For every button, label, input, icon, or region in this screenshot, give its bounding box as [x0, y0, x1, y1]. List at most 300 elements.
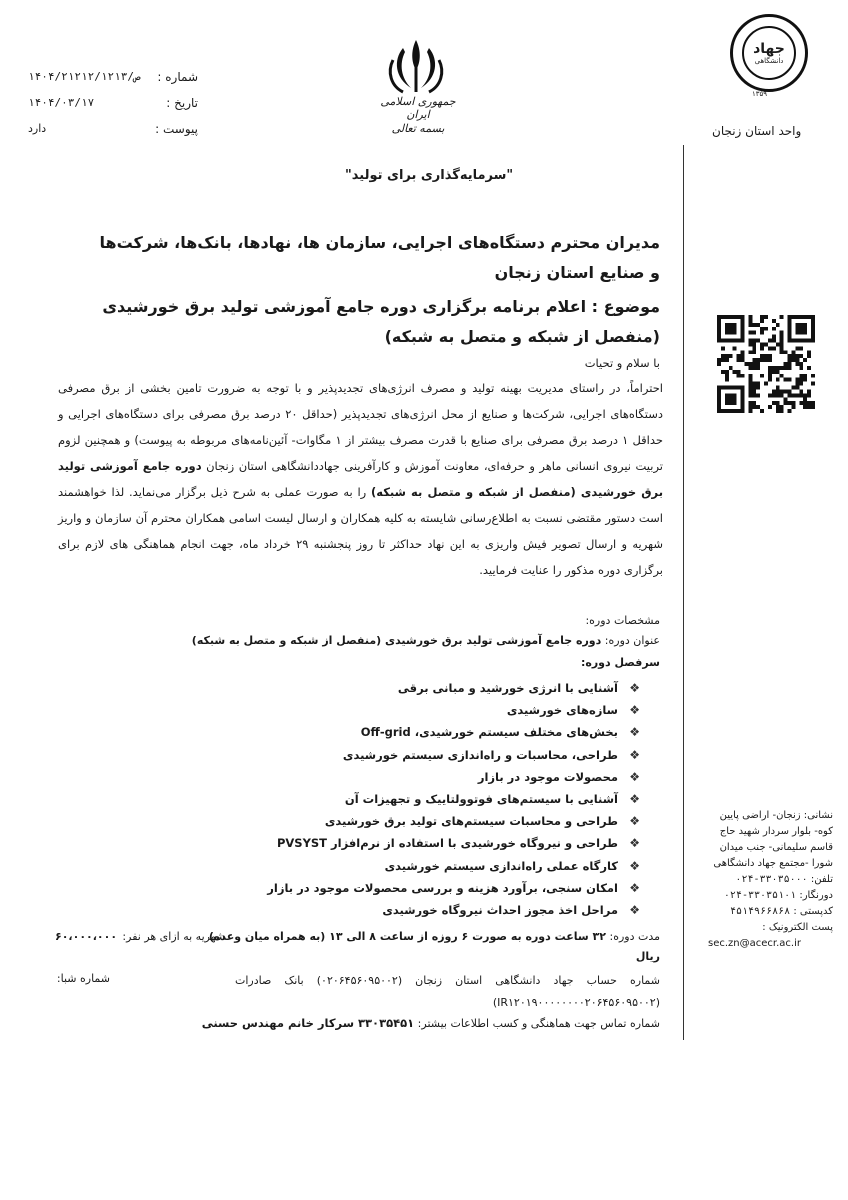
qr-module — [795, 315, 799, 319]
qr-module — [772, 346, 776, 350]
qr-module — [803, 401, 807, 405]
qr-module — [717, 323, 721, 327]
qr-module — [776, 370, 780, 374]
bullet-icon: ❖ — [629, 769, 640, 784]
qr-module — [768, 393, 772, 397]
letter-number: ۱۴۰۴/۲۱۲۱۲/ص/۱۲۱۳ — [28, 70, 141, 83]
qr-module — [752, 401, 756, 405]
qr-module — [752, 339, 756, 343]
qr-module — [748, 350, 752, 354]
qr-module — [717, 339, 721, 343]
qr-module — [803, 405, 807, 409]
qr-module — [803, 378, 807, 382]
qr-module — [752, 366, 756, 370]
address-text: زنجان- اراضی پایین کوه- بلوار سردار شهید حاج قاسم سلیمانی- جنب میدان شورا -مجتمع جهاد دانشگاهی — [713, 810, 833, 869]
org-logo-year: ۱۳۵۹ — [752, 90, 768, 98]
syllabus-item — [260, 744, 640, 766]
qr-module — [752, 393, 756, 397]
qr-module — [717, 358, 721, 362]
qr-module — [772, 339, 776, 343]
qr-module — [772, 370, 776, 374]
qr-module — [772, 319, 776, 323]
qr-module — [784, 401, 788, 405]
qr-module — [721, 370, 725, 374]
qr-module — [803, 358, 807, 362]
qr-module — [733, 323, 737, 327]
qr-module — [803, 339, 807, 343]
qr-module — [807, 339, 811, 343]
bullet-icon: ❖ — [629, 902, 640, 917]
qr-module — [799, 331, 803, 335]
email-link[interactable]: sec.zn@acecr.ac.ir — [708, 938, 801, 949]
qr-module — [729, 409, 733, 413]
qr-module — [733, 386, 737, 390]
qr-module — [729, 386, 733, 390]
qr-module — [748, 366, 752, 370]
qr-module — [717, 327, 721, 331]
qr-module — [717, 386, 721, 390]
syllabus-item-text: طراحی و نیروگاه خورشیدی با استفاده از نرم‌افزار PVSYST — [276, 836, 618, 851]
qr-module — [737, 354, 741, 358]
qr-module — [733, 346, 737, 350]
qr-module — [741, 331, 745, 335]
qr-module — [791, 315, 795, 319]
body-bold-course: دوره جامع آموزشی تولید برق خورشیدی (منفصل از شبکه و متصل به شبکه) — [58, 459, 664, 499]
qr-module — [748, 393, 752, 397]
qr-module — [772, 393, 776, 397]
qr-module — [811, 335, 815, 339]
postal-label: کدپستی : — [793, 906, 833, 917]
phone-label: تلفن: — [810, 874, 833, 885]
qr-module — [760, 358, 764, 362]
qr-module — [776, 401, 780, 405]
qr-module — [780, 339, 784, 343]
qr-module — [717, 389, 721, 393]
qr-module — [811, 401, 815, 405]
letter-date: ۱۴۰۴/۰۳/۱۷ — [28, 96, 95, 109]
qr-module — [733, 327, 737, 331]
qr-module — [776, 386, 780, 390]
qr-module — [784, 362, 788, 366]
qr-module — [764, 342, 768, 346]
qr-module — [756, 386, 760, 390]
qr-module — [744, 362, 748, 366]
qr-module — [717, 331, 721, 335]
qr-module — [733, 393, 737, 397]
qr-module — [788, 389, 792, 393]
syllabus-item-text: مراحل اخذ مجوز احداث نیروگاه خورشیدی — [382, 902, 618, 917]
fee-label: شهریه به ازای هر نفر: — [122, 930, 225, 943]
qr-module — [764, 315, 768, 319]
qr-module — [776, 405, 780, 409]
subject: موضوع : اعلام برنامه برگزاری دوره جامع آموزشی تولید برق خورشیدی (منفصل از شبکه و متصل به شبکه) — [102, 297, 660, 346]
qr-module — [741, 386, 745, 390]
qr-module — [807, 401, 811, 405]
qr-module — [756, 358, 760, 362]
qr-module — [799, 374, 803, 378]
qr-module — [791, 350, 795, 354]
contact-value: ۳۳۰۳۵۴۵۱ سرکار خانم مهندس حسنی — [201, 1016, 415, 1030]
syllabus-item — [260, 699, 640, 721]
org-logo-sub: دانشگاهی — [754, 57, 784, 65]
qr-module — [748, 382, 752, 386]
qr-module — [741, 401, 745, 405]
qr-module — [811, 315, 815, 319]
syllabus-item-text: محصولات موجود در بازار — [477, 769, 618, 784]
qr-module — [776, 389, 780, 393]
qr-module — [803, 327, 807, 331]
qr-module — [768, 354, 772, 358]
qr-module — [721, 339, 725, 343]
qr-module — [795, 362, 799, 366]
qr-module — [717, 409, 721, 413]
qr-module — [795, 378, 799, 382]
qr-module — [733, 401, 737, 405]
qr-module — [772, 327, 776, 331]
qr-module — [811, 382, 815, 386]
qr-module — [799, 382, 803, 386]
qr-module — [748, 374, 752, 378]
qr-module — [752, 342, 756, 346]
qr-module — [799, 354, 803, 358]
qr-module — [764, 382, 768, 386]
qr-module — [788, 393, 792, 397]
qr-module — [748, 405, 752, 409]
qr-module — [733, 397, 737, 401]
qr-module — [721, 358, 725, 362]
qr-module — [729, 315, 733, 319]
qr-module — [784, 350, 788, 354]
qr-module — [737, 358, 741, 362]
bullet-icon: ❖ — [629, 791, 640, 806]
qr-module — [752, 331, 756, 335]
qr-module — [756, 382, 760, 386]
qr-module — [788, 362, 792, 366]
qr-module — [799, 389, 803, 393]
vertical-divider — [683, 145, 684, 1040]
qr-module — [795, 327, 799, 331]
qr-module — [811, 323, 815, 327]
qr-module — [780, 393, 784, 397]
qr-module — [807, 366, 811, 370]
qr-module — [811, 331, 815, 335]
letter-number-row — [28, 70, 198, 84]
qr-module — [764, 354, 768, 358]
qr-module — [721, 346, 725, 350]
course-name-label: عنوان دوره: — [604, 634, 660, 647]
qr-module — [795, 331, 799, 335]
qr-module — [717, 393, 721, 397]
qr-module — [788, 335, 792, 339]
qr-module — [795, 339, 799, 343]
qr-module — [768, 358, 772, 362]
fee-row — [55, 930, 225, 943]
bullet-icon: ❖ — [629, 880, 640, 895]
qr-module — [788, 409, 792, 413]
duration-row — [208, 930, 660, 943]
letter-number-label: شماره : — [157, 70, 198, 84]
syllabus-item — [260, 855, 640, 877]
qr-module — [795, 386, 799, 390]
qr-module — [788, 331, 792, 335]
qr-module — [780, 374, 784, 378]
qr-module — [717, 335, 721, 339]
qr-code[interactable] — [717, 315, 815, 413]
emblem-caption: جمهوری اسلامی ایران — [380, 95, 456, 121]
qr-module — [760, 374, 764, 378]
qr-module — [784, 397, 788, 401]
body-part-1: احتراماً، در راستای مدیریت بهینه تولید و مصرف انرژی‌های تجدیدپذیر و با توجه به ضرورت تامین بخشی از برق مصرفی دستگاه‌های اجرایی، شرکت‌ها و صنایع از محل انرژی‌های تجدیدپذیر (حداقل ۲۰ درصد برق مصرفی برای دستگاه‌های اجرایی و حداقل ۱ درصد برق مصرفی برای صنایع با قدرت مصرف بیشتر از ۱ مگاوات- آئین‌نامه‌های مربوطه به پیوست) و همچنین لزوم تربیت نیروی انسانی ماهر و حرفه‌ای، معاونت آموزش و کارآفرینی جهاددانشگاهی استان زنجان — [58, 381, 664, 473]
qr-module — [776, 342, 780, 346]
qr-module — [748, 362, 752, 366]
qr-module — [791, 401, 795, 405]
qr-module — [788, 327, 792, 331]
qr-module — [776, 409, 780, 413]
qr-module — [788, 323, 792, 327]
qr-module — [791, 354, 795, 358]
qr-module — [725, 315, 729, 319]
qr-module — [780, 350, 784, 354]
qr-module — [748, 401, 752, 405]
qr-module — [760, 342, 764, 346]
qr-module — [725, 386, 729, 390]
qr-module — [795, 346, 799, 350]
qr-module — [748, 323, 752, 327]
qr-module — [729, 331, 733, 335]
qr-module — [741, 409, 745, 413]
qr-module — [799, 327, 803, 331]
qr-module — [756, 393, 760, 397]
qr-module — [756, 339, 760, 343]
qr-module — [748, 331, 752, 335]
qr-module — [756, 323, 760, 327]
phone-number: ۰۲۴-۳۳۰۳۵۰۰۰ — [735, 874, 808, 885]
qr-module — [780, 335, 784, 339]
qr-module — [741, 354, 745, 358]
qr-module — [741, 315, 745, 319]
qr-module — [737, 370, 741, 374]
qr-module — [733, 339, 737, 343]
qr-module — [729, 393, 733, 397]
syllabus-item — [260, 788, 640, 810]
qr-module — [725, 354, 729, 358]
qr-module — [799, 323, 803, 327]
qr-module — [784, 389, 788, 393]
qr-module — [748, 378, 752, 382]
qr-module — [788, 401, 792, 405]
syllabus-item-text: امکان سنجی، برآورد هزینه و بررسی محصولات موجود در بازار — [267, 880, 618, 895]
greeting: با سلام و تحیات — [584, 356, 660, 370]
qr-module — [721, 315, 725, 319]
qr-module — [725, 409, 729, 413]
syllabus-title: سرفصل دوره: — [580, 656, 660, 669]
syllabus-item-text: سازه‌های خورشیدی — [506, 703, 618, 718]
qr-module — [760, 319, 764, 323]
date-label: تاریخ : — [166, 96, 198, 110]
qr-module — [741, 393, 745, 397]
qr-module — [760, 331, 764, 335]
attachment-value: دارد — [28, 122, 47, 135]
qr-module — [803, 374, 807, 378]
qr-module — [725, 323, 729, 327]
qr-module — [729, 366, 733, 370]
qr-module — [784, 378, 788, 382]
qr-module — [721, 409, 725, 413]
bullet-icon: ❖ — [629, 681, 640, 695]
qr-module — [791, 393, 795, 397]
qr-module — [772, 401, 776, 405]
qr-module — [752, 386, 756, 390]
qr-module — [717, 397, 721, 401]
qr-module — [764, 327, 768, 331]
qr-module — [737, 409, 741, 413]
syllabus-item — [260, 877, 640, 899]
qr-module — [799, 393, 803, 397]
qr-module — [791, 405, 795, 409]
qr-module — [741, 319, 745, 323]
qr-module — [803, 393, 807, 397]
bismillah: بسمه تعالی — [391, 122, 445, 135]
qr-module — [725, 327, 729, 331]
qr-module — [799, 339, 803, 343]
qr-module — [741, 327, 745, 331]
qr-module — [768, 370, 772, 374]
qr-module — [784, 366, 788, 370]
qr-module — [788, 315, 792, 319]
qr-module — [737, 374, 741, 378]
qr-module — [780, 346, 784, 350]
qr-module — [788, 339, 792, 343]
qr-module — [772, 335, 776, 339]
qr-module — [795, 393, 799, 397]
qr-module — [741, 350, 745, 354]
syllabus-item-text: طراحی، محاسبات و راه‌اندازی سیستم خورشیدی — [342, 747, 618, 762]
qr-module — [803, 315, 807, 319]
qr-module — [729, 327, 733, 331]
contact-row — [201, 1016, 660, 1030]
duration-value: ۳۲ ساعت دوره به صورت ۶ روزه از ساعت ۸ الی ۱۳ (به همراه میان وعده) — [208, 930, 606, 943]
unit-name: واحد استان زنجان — [712, 124, 802, 138]
qr-module — [791, 358, 795, 362]
qr-module — [756, 366, 760, 370]
qr-module — [733, 409, 737, 413]
currency: ریال — [635, 950, 660, 963]
qr-module — [811, 405, 815, 409]
duration-label: مدت دوره: — [609, 930, 660, 943]
qr-module — [791, 339, 795, 343]
qr-module — [752, 362, 756, 366]
bullet-icon: ❖ — [629, 836, 640, 851]
qr-module — [788, 366, 792, 370]
qr-module — [721, 354, 725, 358]
qr-module — [725, 401, 729, 405]
qr-module — [752, 389, 756, 393]
syllabus-item-text: کارگاه عملی راه‌اندازی سیستم خورشیدی — [384, 858, 618, 873]
qr-module — [776, 378, 780, 382]
qr-module — [788, 358, 792, 362]
qr-module — [795, 354, 799, 358]
qr-module — [791, 386, 795, 390]
course-spec-title: مشخصات دوره: — [585, 614, 660, 627]
qr-module — [799, 366, 803, 370]
bullet-icon: ❖ — [629, 725, 640, 740]
qr-module — [741, 323, 745, 327]
fax-label: دورنگار: — [799, 890, 833, 901]
qr-module — [733, 370, 737, 374]
syllabus-item — [260, 832, 640, 854]
qr-module — [748, 315, 752, 319]
qr-module — [807, 389, 811, 393]
qr-module — [721, 386, 725, 390]
bullet-icon: ❖ — [629, 858, 640, 873]
qr-module — [725, 378, 729, 382]
course-name-row — [191, 634, 660, 647]
syllabus-item — [260, 810, 640, 832]
qr-module — [780, 409, 784, 413]
qr-module — [729, 323, 733, 327]
qr-module — [807, 354, 811, 358]
qr-module — [725, 339, 729, 343]
qr-module — [799, 362, 803, 366]
qr-module — [768, 366, 772, 370]
qr-module — [748, 339, 752, 343]
letter-body — [58, 375, 663, 583]
course-name: دوره جامع آموزشی تولید برق خورشیدی (منفصل از شبکه و متصل به شبکه) — [191, 634, 602, 647]
qr-module — [788, 378, 792, 382]
qr-module — [752, 346, 756, 350]
qr-module — [807, 350, 811, 354]
fee-value: ۶۰،۰۰۰،۰۰۰ — [55, 930, 118, 943]
qr-module — [741, 339, 745, 343]
qr-module — [803, 397, 807, 401]
body-part-2: را به صورت عملی به شرح ذیل برگزار می‌نماید. لذا خواهشمند است دستور مقتضی نسبت به اطلاع‌رسانی شایسته به کلیه همکاران و ارسال لیست اسامی همکاران محترم آن سازمان و واریز شهریه و ارسال تصویر فیش واریزی به این نهاد حداکثر تا روز پنجشنبه ۲۹ خرداد ماه، جهت انجام هماهنگی های لازم برای برگزاری دوره مذکور را عنایت فرمایید. — [58, 485, 663, 577]
qr-module — [768, 378, 772, 382]
syllabus-item-text: آشنایی با سیستم‌های فوتوولتاییک و تجهیزات آن — [344, 791, 618, 806]
syllabus-item — [260, 899, 640, 921]
qr-module — [760, 409, 764, 413]
qr-module — [780, 405, 784, 409]
qr-module — [717, 405, 721, 409]
qr-module — [768, 339, 772, 343]
qr-module — [795, 323, 799, 327]
qr-module — [760, 315, 764, 319]
contact-label: شماره تماس جهت هماهنگی و کسب اطلاعات بیشتر: — [417, 1017, 660, 1030]
qr-module — [752, 358, 756, 362]
qr-module — [780, 342, 784, 346]
qr-module — [788, 354, 792, 358]
qr-module — [780, 315, 784, 319]
qr-module — [799, 378, 803, 382]
qr-module — [748, 409, 752, 413]
qr-module — [799, 401, 803, 405]
qr-module — [725, 331, 729, 335]
qr-module — [741, 397, 745, 401]
qr-module — [776, 393, 780, 397]
qr-module — [780, 366, 784, 370]
qr-module — [729, 401, 733, 405]
syllabus-item — [260, 721, 640, 743]
sheba-label: شماره شبا: — [56, 972, 110, 985]
qr-module — [799, 346, 803, 350]
qr-module — [780, 389, 784, 393]
syllabus-item — [260, 677, 640, 699]
address-block — [708, 808, 833, 952]
qr-module — [788, 319, 792, 323]
qr-module — [752, 405, 756, 409]
address-label: نشانی: — [803, 810, 833, 821]
attachment-row — [28, 122, 198, 136]
qr-module — [807, 393, 811, 397]
